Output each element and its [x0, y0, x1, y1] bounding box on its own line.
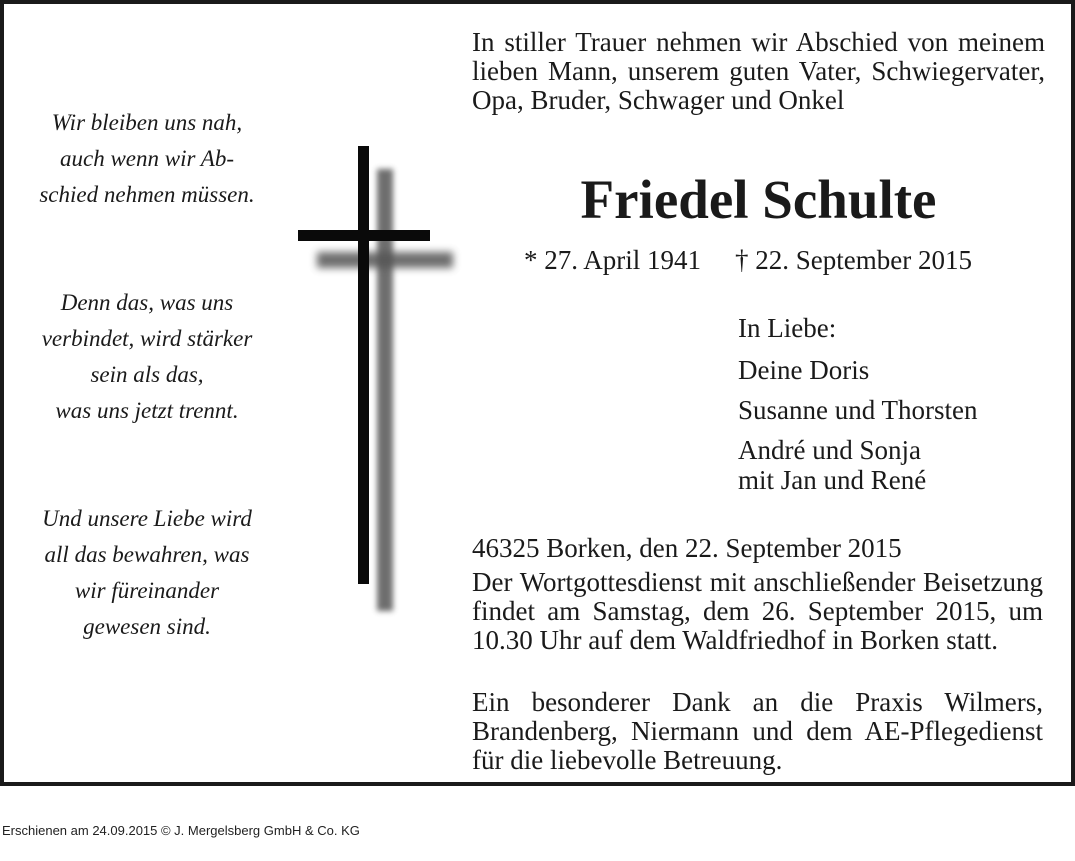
death-date: † 22. September 2015: [735, 245, 972, 275]
verse-line: gewesen sind.: [83, 614, 211, 639]
mourner: Susanne und Thorsten: [738, 395, 978, 425]
verse-line: auch wenn wir Ab-: [60, 146, 234, 171]
verse-line: sein als das,: [90, 362, 204, 387]
publication-footer: Erschienen am 24.09.2015 © J. Mergelsberg GmbH & Co. KG: [2, 823, 360, 838]
verse-stanza-3: [24, 501, 270, 645]
cross-beam-vertical: [358, 146, 369, 584]
verse-line: Wir bleiben uns nah,: [51, 110, 243, 135]
deceased-name: Friedel Schulte: [580, 169, 937, 230]
verse-stanza-2: [24, 285, 270, 429]
mourner: Deine Doris: [738, 355, 870, 385]
verse-line: wir füreinander: [74, 578, 220, 603]
mourner: mit Jan und René: [738, 465, 927, 495]
service-info: Der Wortgottesdienst mit anschließender Beisetzung findet am Samstag, dem 26. September 2015, um 10.30 Uhr auf dem Waldfriedhof in Borken statt.: [472, 567, 1043, 655]
life-dates: [524, 244, 972, 276]
intro-text: In stiller Trauer nehmen wir Abschied von meinem lieben Mann, unserem guten Vater, Schwiegervater, Opa, Bruder, Schwager und Onkel: [472, 27, 1045, 115]
cross-beam-horizontal: [298, 230, 430, 241]
thanks-text: Ein besonderer Dank an die Praxis Wilmers, Brandenberg, Niermann und dem AE-Pflegedienst für die liebevolle Betreuung.: [472, 687, 1043, 775]
verse-stanza-1: [24, 105, 270, 213]
verse-line: all das bewahren, was: [44, 542, 250, 567]
verse-line: schied nehmen müssen.: [39, 182, 255, 207]
cross-shadow-horizontal: [317, 252, 453, 268]
verse-line: was uns jetzt trennt.: [55, 398, 239, 423]
mourners-list: [738, 313, 977, 495]
verse-line: Denn das, was uns: [60, 290, 234, 315]
verse-line: Und unsere Liebe wird: [42, 506, 252, 531]
mourner: André und Sonja: [738, 435, 921, 465]
verse-line: verbindet, wird stärker: [41, 326, 253, 351]
mourners-intro: In Liebe:: [738, 313, 837, 343]
birth-date: * 27. April 1941: [524, 245, 702, 275]
place-date: 46325 Borken, den 22. September 2015: [472, 533, 902, 563]
